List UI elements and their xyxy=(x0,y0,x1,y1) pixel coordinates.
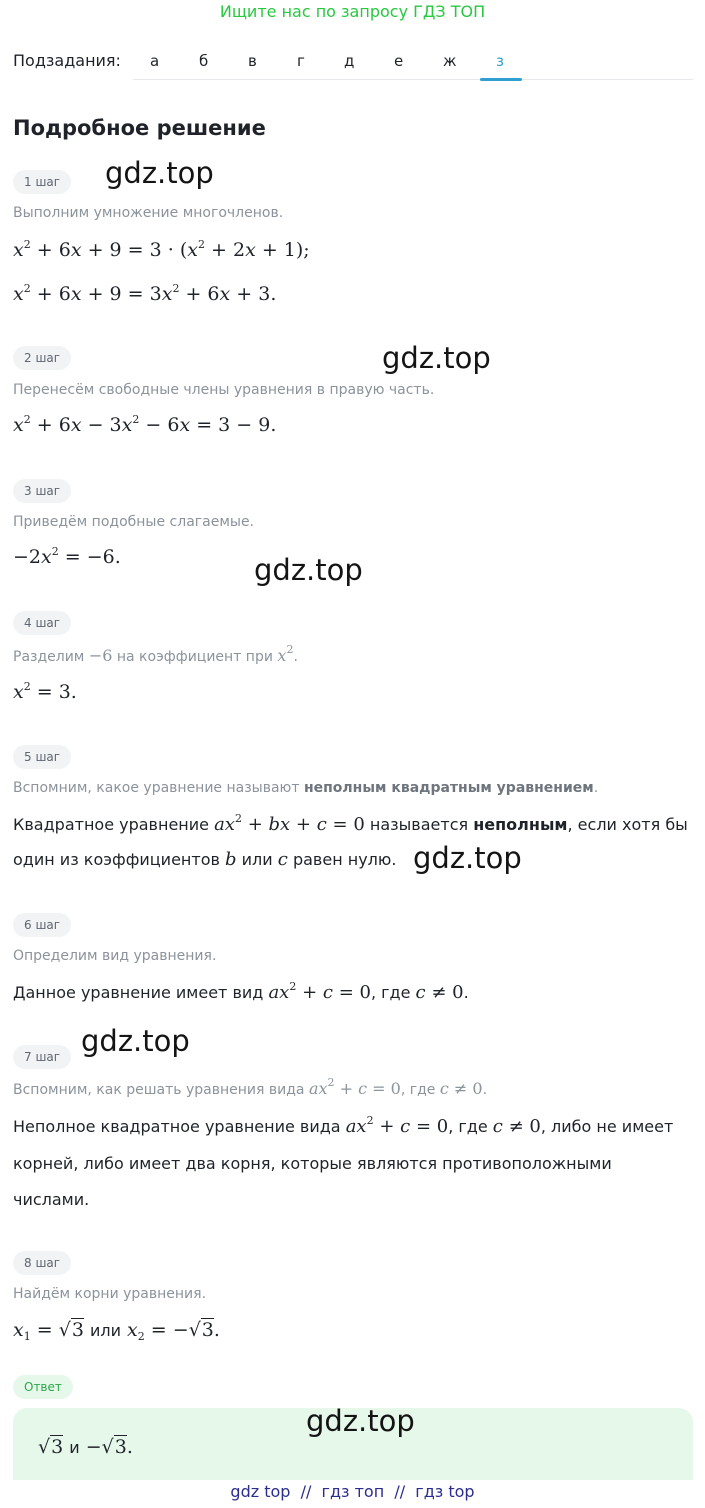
step-4-badge: 4 шаг xyxy=(13,611,71,635)
step-4-hint: Разделим −6 на коэффициент при $x^2$. xyxy=(13,643,298,665)
step-1-formula-2: $x^2 + 6x + 9 = 3x^2 + 6x + 3$. xyxy=(13,282,277,305)
active-tab-indicator xyxy=(480,78,522,81)
tab-zh[interactable]: ж xyxy=(443,52,457,70)
step-5-text-d: один из коэффициентов xyxy=(13,850,220,869)
step-7-hint: Вспомним, как решать уравнения вида $ax^2 + c = 0$, где c ≠ 0. xyxy=(13,1076,488,1098)
step-5-text-line-2: один из коэффициентов b или c равен нулю. xyxy=(13,849,397,870)
step-3-badge: 3 шаг xyxy=(13,479,71,503)
step-7-text-line-1: Неполное квадратное уравнение вида $ax^2 + c = 0$, где c ≠ 0, либо не имеет xyxy=(13,1114,674,1137)
step-1-badge: 1 шаг xyxy=(13,170,71,194)
step-1-formula-1: $x^2 + 6x + 9 = 3 \cdot (x^2 + 2x + 1)$; xyxy=(13,238,310,261)
step-4-hint-b: на коэффициент при xyxy=(116,649,273,665)
tab-a[interactable]: а xyxy=(150,52,160,70)
watermark: gdz.top xyxy=(105,156,214,190)
tab-b[interactable]: б xyxy=(199,52,209,70)
answer-formula: √3 и −√3. xyxy=(38,1436,133,1458)
answer-badge: Ответ xyxy=(13,1375,73,1399)
step-5-hint-bold: неполным квадратным уравнением xyxy=(303,780,594,796)
answer-and: и xyxy=(69,1438,80,1457)
subtasks-label: Подзадания: xyxy=(13,51,121,70)
step-6-text: Данное уравнение имеет вид $ax^2 + c = 0$, где c ≠ 0. xyxy=(13,980,469,1003)
step-7-text-b: , где xyxy=(448,1117,488,1136)
step-5-hint: Вспомним, какое уравнение называют неполным квадратным уравнением. xyxy=(13,780,599,796)
step-5-text-bold: неполным xyxy=(473,815,568,834)
step-5-text-b: называется xyxy=(369,815,469,834)
step-7-text-a: Неполное квадратное уравнение вида xyxy=(13,1117,341,1136)
step-3-hint: Приведём подобные слагаемые. xyxy=(13,514,255,530)
tab-v[interactable]: в xyxy=(248,52,257,70)
step-7-badge: 7 шаг xyxy=(13,1045,71,1069)
step-7-hint-b: , где xyxy=(400,1082,436,1098)
step-8-badge: 8 шаг xyxy=(13,1251,71,1275)
step-5-text-f: равен нулю. xyxy=(292,850,397,869)
solution-heading: Подробное решение xyxy=(13,116,266,140)
step-5-text-e: или xyxy=(241,850,273,869)
step-2-badge: 2 шаг xyxy=(13,346,71,370)
step-5-text-a: Квадратное уравнение xyxy=(13,815,209,834)
step-7-text-line-2: корней, либо имеет два корня, которые являются противоположными xyxy=(13,1154,612,1173)
watermark: gdz.top xyxy=(254,553,363,587)
step-5-text-c: , если хотя бы xyxy=(567,815,688,834)
step-7-text-c: , либо не имеет xyxy=(540,1117,674,1136)
watermark: gdz.top xyxy=(306,1404,415,1438)
tab-z[interactable]: з xyxy=(496,52,504,70)
tab-g[interactable]: г xyxy=(297,52,305,70)
step-6-text-a: Данное уравнение имеет вид xyxy=(13,983,264,1002)
step-6-text-b: , где xyxy=(370,983,411,1002)
tab-e[interactable]: е xyxy=(394,52,404,70)
step-5-badge: 5 шаг xyxy=(13,745,71,769)
step-2-formula: $x^2 + 6x - 3x^2 - 6x = 3 - 9$. xyxy=(13,413,277,436)
step-3-formula: $-2x^2 = -6$. xyxy=(13,545,121,568)
step-5-text-line-1: Квадратное уравнение $ax^2$ + bx + c = 0 называется неполным, если хотя бы xyxy=(13,812,688,835)
tab-d[interactable]: д xyxy=(344,52,355,70)
step-2-hint: Перенесём свободные члены уравнения в правую часть. xyxy=(13,382,435,398)
subtasks-divider xyxy=(133,79,693,80)
footer-links[interactable]: gdz top // гдз топ // гдз top xyxy=(230,1482,475,1501)
step-1-hint: Выполним умножение многочленов. xyxy=(13,205,284,221)
step-4-formula: $x^2 = 3$. xyxy=(13,680,77,703)
step-8-or: или xyxy=(89,1321,121,1340)
step-7-hint-a: Вспомним, как решать уравнения вида xyxy=(13,1082,305,1098)
step-6-badge: 6 шаг xyxy=(13,913,71,937)
watermark: gdz.top xyxy=(81,1024,190,1058)
step-5-hint-a: Вспомним, какое уравнение называют xyxy=(13,780,300,796)
step-8-hint: Найдём корни уравнения. xyxy=(13,1286,207,1302)
watermark: gdz.top xyxy=(413,841,522,875)
step-7-text-line-3: числами. xyxy=(13,1190,90,1209)
step-6-hint: Определим вид уравнения. xyxy=(13,948,217,964)
step-4-hint-a: Разделим xyxy=(13,649,85,665)
step-8-formula: $x_1 = √3$ или $x_2 = -√3$. xyxy=(13,1319,220,1343)
search-promo-banner: Ищите нас по запросу ГДЗ ТОП xyxy=(219,2,486,21)
watermark: gdz.top xyxy=(382,341,491,375)
